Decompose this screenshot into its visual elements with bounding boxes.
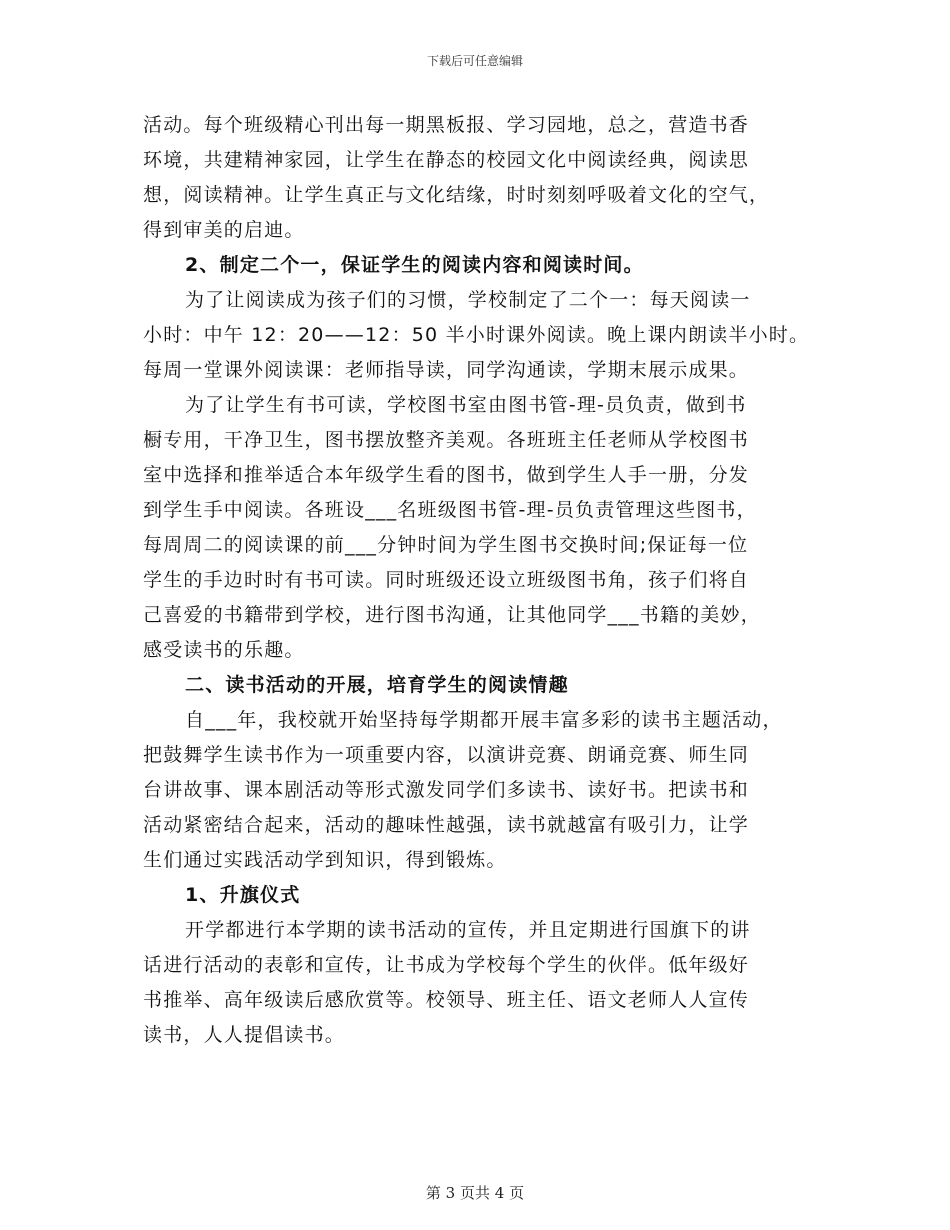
section-heading: 1、升旗仪式: [185, 884, 301, 906]
paragraph-line: 活动紧密结合起来，活动的趣味性越强，读书就越富有吸引力，让学: [143, 814, 750, 836]
paragraph-line: 书推举、高年级读后感欣赏等。校领导、班主任、语文老师人人宣传: [143, 989, 750, 1011]
paragraph-line: 每周周二的阅读课的前___分钟时间为学生图书交换时间;保证每一位: [143, 534, 749, 556]
page-number: 第 3 页共 4 页: [425, 1184, 525, 1202]
paragraph-line: 小时：中午 12：20——12：50 半小时课外阅读。晚上课内朗读半小时。: [143, 324, 810, 346]
paragraph-line: 读书，人人提倡读书。: [143, 1024, 346, 1046]
document-body: [143, 108, 833, 1053]
paragraph-line: 话进行活动的表彰和宣传，让书成为学校每个学生的伙伴。低年级好: [143, 954, 750, 976]
paragraph-line: 到学生手中阅读。各班设___名班级图书管-理-员负责管理这些图书，: [143, 499, 757, 521]
section-heading: 二、读书活动的开展，培育学生的阅读情趣: [185, 674, 569, 696]
paragraph-line: 生们通过实践活动学到知识，得到锻炼。: [143, 849, 507, 871]
paragraph-line: 为了让学生有书可读，学校图书室由图书管-理-员负责，做到书: [185, 394, 747, 416]
page-header: 下载后可任意编辑: [426, 54, 523, 68]
paragraph-line: 橱专用，干净卫生，图书摆放整齐美观。各班班主任老师从学校图书: [143, 429, 750, 451]
paragraph-line: 为了让阅读成为孩子们的习惯，学校制定了二个一：每天阅读一: [185, 289, 751, 311]
paragraph-line: 环境，共建精神家园，让学生在静态的校园文化中阅读经典，阅读思: [143, 149, 750, 171]
section-heading: 2、制定二个一，保证学生的阅读内容和阅读时间。: [185, 254, 644, 276]
paragraph-line: 感受读书的乐趣。: [143, 639, 305, 661]
paragraph-line: 得到审美的启迪。: [143, 219, 305, 241]
paragraph-line: 室中选择和推举适合本年级学生看的图书，做到学生人手一册，分发: [143, 464, 750, 486]
paragraph-line: 开学都进行本学期的读书活动的宣传，并且定期进行国旗下的讲: [185, 919, 751, 941]
paragraph-line: 自___年，我校就开始坚持每学期都开展丰富多彩的读书主题活动，: [185, 709, 783, 731]
paragraph-line: 活动。每个班级精心刊出每一期黑板报、学习园地，总之，营造书香: [143, 114, 750, 136]
paragraph-line: 把鼓舞学生读书作为一项重要内容，以演讲竞赛、朗诵竞赛、师生同: [143, 744, 750, 766]
paragraph-line: 想，阅读精神。让学生真正与文化结缘，时时刻刻呼吸着文化的空气，: [143, 184, 770, 206]
paragraph-line: 学生的手边时时有书可读。同时班级还设立班级图书角，孩子们将自: [143, 569, 750, 591]
paragraph-line: 台讲故事、课本剧活动等形式激发同学们多读书、读好书。把读书和: [143, 779, 750, 801]
paragraph-line: 每周一堂课外阅读课：老师指导读，同学沟通读，学期末展示成果。: [143, 359, 750, 381]
paragraph-line: 己喜爱的书籍带到学校，进行图书沟通，让其他同学___书籍的美妙，: [143, 604, 761, 626]
